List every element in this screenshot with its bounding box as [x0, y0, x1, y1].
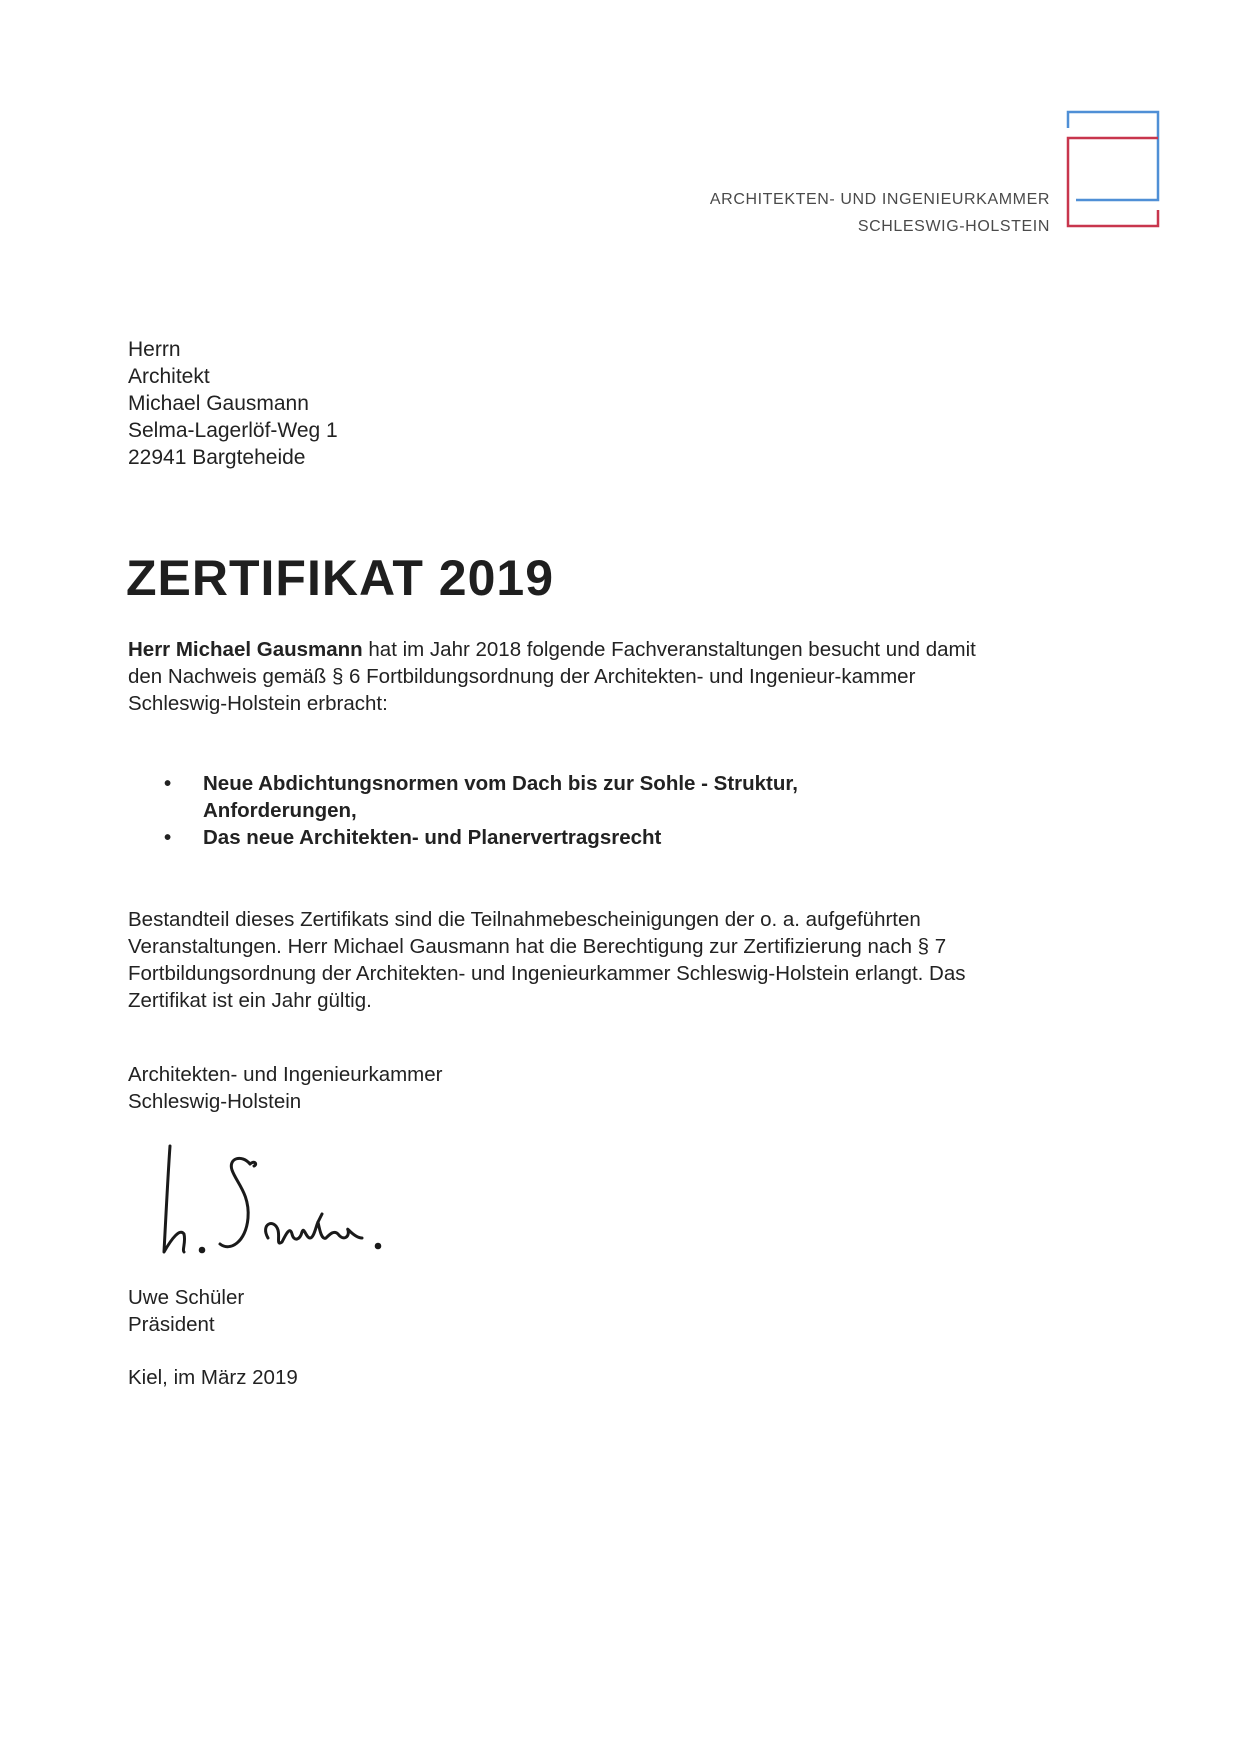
- recipient-address: [128, 336, 338, 471]
- header-org-name: [710, 186, 1050, 240]
- issuing-organization: [128, 1061, 443, 1115]
- signer-name: Uwe Schüler: [128, 1286, 245, 1309]
- signer-block: [128, 1284, 244, 1338]
- header-org-line1: ARCHITEKTEN- UND INGENIEURKAMMER: [709, 191, 1050, 208]
- list-item: [160, 770, 920, 824]
- organization-line2: Schleswig-Holstein: [128, 1090, 302, 1113]
- bullet-icon: •: [164, 826, 172, 849]
- header-org-line2: SCHLESWIG-HOLSTEIN: [857, 218, 1050, 235]
- intro-paragraph: [128, 636, 1008, 717]
- signer-role: Präsident: [128, 1313, 215, 1336]
- handwritten-signature: [150, 1134, 390, 1264]
- certificate-title: ZERTIFIKAT 2019: [126, 550, 555, 606]
- event-label: Das neue Architekten- und Planervertragsrecht: [203, 826, 662, 849]
- body-paragraph: Bestandteil dieses Zertifikats sind die Teilnahmebescheinigungen der o. a. aufgeführten Veranstaltungen. Herr Michael Gausmann hat die Berechtigung zur Zertifizierung nach § 7 Fortbildungsordnung der Architekten- und Ingenieurkammer Schleswig-Holstein erlangt. Das Zertifikat ist ein Jahr gültig.: [128, 908, 966, 1012]
- logo-red-bracket: [1068, 138, 1158, 226]
- address-city: 22941 Bargteheide: [128, 446, 306, 469]
- logo-blue-bracket: [1068, 112, 1158, 200]
- chamber-logo: [1066, 110, 1162, 234]
- address-profession: Architekt: [128, 365, 210, 388]
- events-list: [160, 770, 920, 851]
- address-name: Michael Gausmann: [128, 392, 309, 415]
- intro-bold-name: Herr Michael Gausmann: [128, 638, 363, 661]
- place-date: Kiel, im März 2019: [128, 1366, 298, 1389]
- intro-text: hat im Jahr 2018 folgende Fachveranstaltungen besucht und damit den Nachweis gemäß § 6 Fortbildungsordnung der Architekten- und Ingenieur-kammer Schleswig-Holstein erbracht:: [128, 638, 976, 715]
- event-label: Neue Abdichtungsnormen vom Dach bis zur Sohle - Struktur, Anforderungen,: [203, 772, 798, 822]
- bullet-icon: •: [164, 772, 172, 795]
- address-salutation: Herrn: [128, 338, 181, 361]
- address-street: Selma-Lagerlöf-Weg 1: [128, 419, 338, 442]
- organization-line1: Architekten- und Ingenieurkammer: [128, 1063, 443, 1086]
- list-item: [160, 824, 920, 851]
